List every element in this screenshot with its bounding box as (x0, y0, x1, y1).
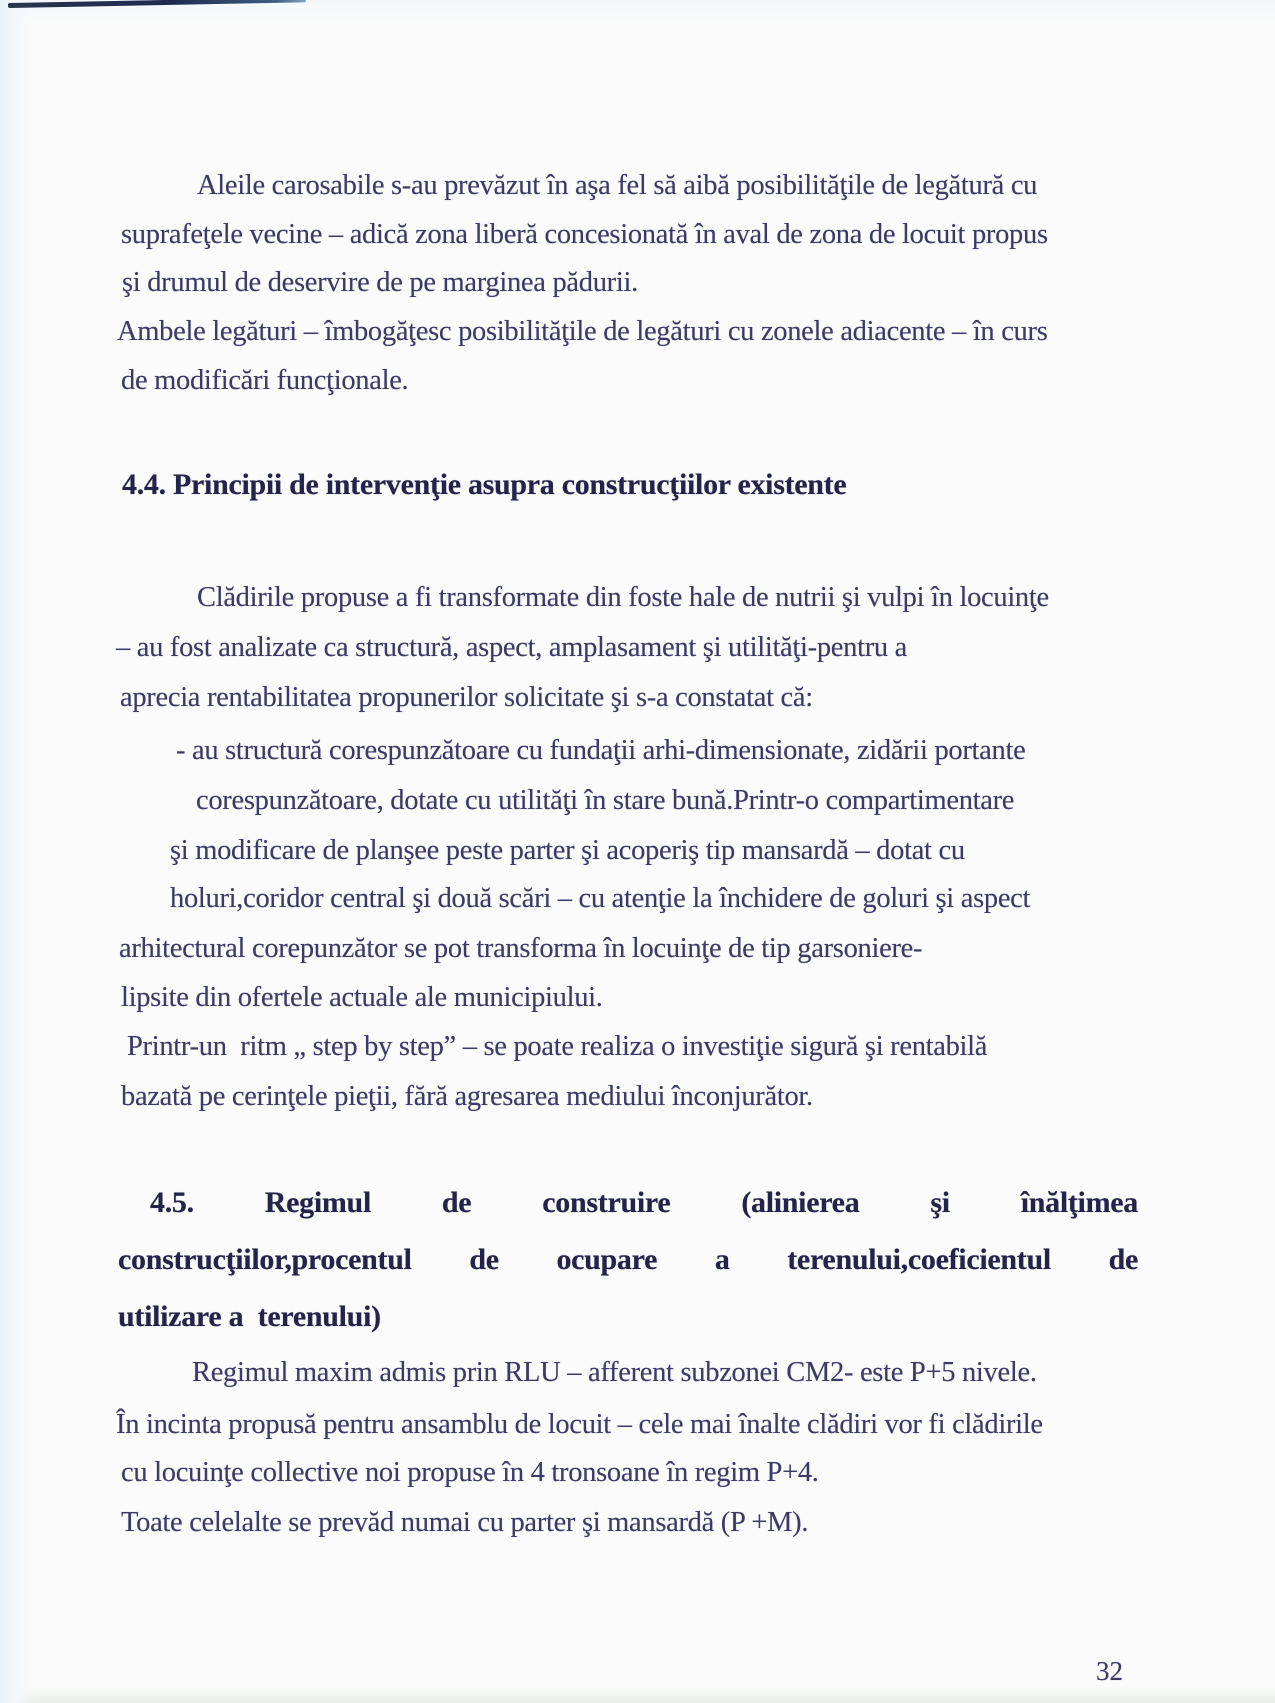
text-line: Ambele legături – îmbogăţesc posibilităţile de legături cu zonele adiacente – în curs (117, 316, 1048, 347)
text-line: aprecia rentabilitatea propunerilor solicitate şi s-a constatat că: (120, 682, 813, 713)
section-heading-4-5-line: 4.5. Regimul de construire (alinierea şi înălţimea (150, 1186, 1138, 1219)
scan-artifact-line (8, 0, 306, 8)
section-heading-4-5-line: utilizare a terenului) (118, 1300, 381, 1333)
text-line: holuri,coridor central şi două scări – cu atenţie la închidere de goluri şi aspect (170, 883, 1031, 914)
text-line: Regimul maxim admis prin RLU – afferent subzonei CM2- este P+5 nivele. (192, 1357, 1037, 1388)
text-line: Printr-un ritm „ step by step” – se poate realiza o investiţie sigură şi rentabilă (127, 1031, 988, 1062)
text-line: - au structură corespunzătoare cu fundaţii arhi-dimensionate, zidării portante (176, 735, 1026, 766)
text-line: lipsite din ofertele actuale ale municipiului. (121, 982, 603, 1013)
text-line: de modificări funcţionale. (121, 365, 409, 396)
text-line: arhitectural corepunzător se pot transforma în locuinţe de tip garsoniere- (119, 933, 923, 964)
text-line: Toate celelalte se prevăd numai cu parter şi mansardă (P +M). (121, 1507, 809, 1538)
text-line: În incinta propusă pentru ansamblu de locuit – cele mai înalte clădiri vor fi clădirile (116, 1409, 1043, 1440)
text-line: Aleile carosabile s-au prevăzut în aşa fel să aibă posibilităţile de legătură cu (197, 170, 1038, 201)
text-line: cu locuinţe collective noi propuse în 4 tronsoane în regim P+4. (121, 1457, 819, 1488)
text-line: – au fost analizate ca structură, aspect, amplasament şi utilităţi-pentru a (116, 632, 908, 663)
section-heading-4-4: 4.4. Principii de intervenţie asupra construcţiilor existente (122, 468, 847, 501)
section-heading-4-5-line: construcţiilor,procentul de ocupare a terenului,coeficientul de (118, 1243, 1138, 1276)
page-number: 32 (1096, 1656, 1123, 1686)
text-line: corespunzătoare, dotate cu utilităţi în stare bună.Printr-o compartimentare (196, 785, 1015, 816)
text-line: suprafeţele vecine – adică zona liberă concesionată în aval de zona de locuit propus (121, 219, 1048, 250)
text-line: Clădirile propuse a fi transformate din foste hale de nutrii şi vulpi în locuinţe (197, 582, 1049, 613)
text-line: bazată pe cerinţele pieţii, fără agresarea mediului înconjurător. (121, 1081, 813, 1112)
text-line: şi drumul de deservire de pe marginea pădurii. (122, 267, 638, 298)
text-line: şi modificare de planşee peste parter şi acoperiş tip mansardă – dotat cu (170, 835, 965, 866)
